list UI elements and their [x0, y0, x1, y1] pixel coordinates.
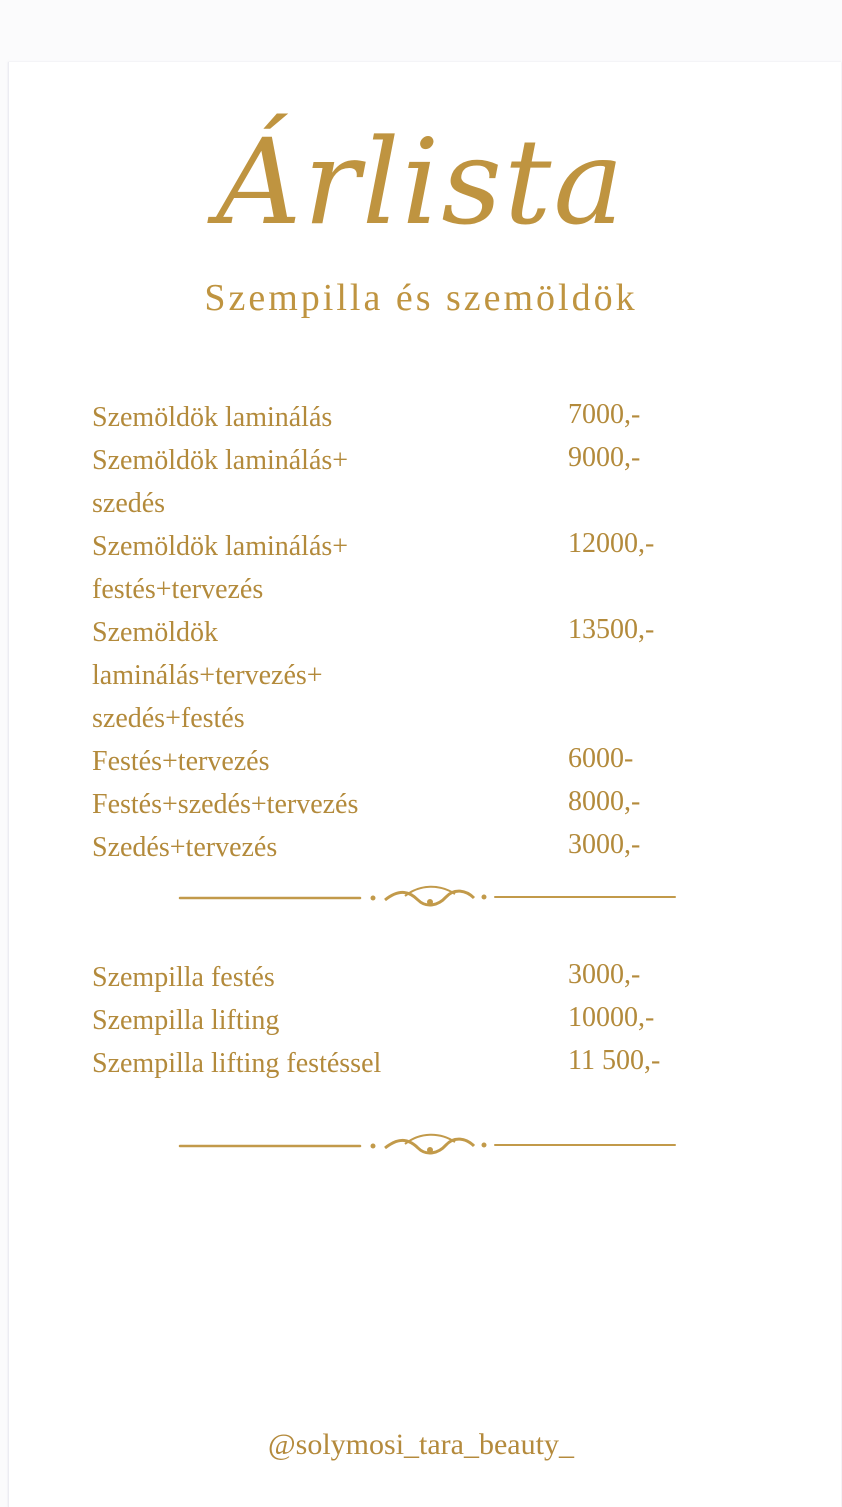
service-price: 9000,-: [568, 442, 641, 473]
service-name: Szempilla lifting festéssel: [92, 1048, 382, 1079]
service-name: Szempilla lifting: [92, 1005, 280, 1036]
list-item: [92, 439, 692, 525]
list-item: [92, 396, 692, 439]
lash-services-list: [92, 956, 692, 1085]
ornamental-divider-icon: [170, 880, 680, 914]
service-price: 8000,-: [568, 786, 641, 817]
service-price: 7000,-: [568, 399, 641, 430]
service-name: Szempilla festés: [92, 962, 275, 993]
list-item: [92, 999, 692, 1042]
list-item: [92, 783, 692, 826]
service-price: 3000,-: [568, 829, 641, 860]
page-subtitle: Szempilla és szemöldök: [204, 277, 638, 319]
service-name: Festés+tervezés: [92, 746, 270, 777]
service-name: Szemöldök laminálás+tervezés+ szedés+festés: [92, 617, 323, 734]
service-price: 11 500,-: [568, 1045, 661, 1076]
service-name: Szedés+tervezés: [92, 832, 278, 863]
service-name: Szemöldök laminálás+ szedés: [92, 445, 349, 519]
service-price: 13500,-: [568, 614, 655, 645]
service-name: Szemöldök laminálás+ festés+tervezés: [92, 531, 349, 605]
social-handle: @solymosi_tara_beauty_: [268, 1428, 574, 1461]
service-price: 6000-: [568, 743, 634, 774]
ornamental-divider-icon: [170, 1128, 680, 1162]
list-item: [92, 956, 692, 999]
list-item: [92, 611, 692, 740]
service-name: Festés+szedés+tervezés: [92, 789, 359, 820]
list-item: [92, 525, 692, 611]
service-price: 10000,-: [568, 1002, 655, 1033]
list-item: [92, 1042, 692, 1085]
service-price: 12000,-: [568, 528, 655, 559]
service-price: 3000,-: [568, 959, 641, 990]
service-name: Szemöldök laminálás: [92, 402, 333, 433]
brow-services-list: [92, 396, 692, 869]
list-item: [92, 740, 692, 783]
list-item: [92, 826, 692, 869]
page-title: Árlista: [216, 113, 626, 251]
